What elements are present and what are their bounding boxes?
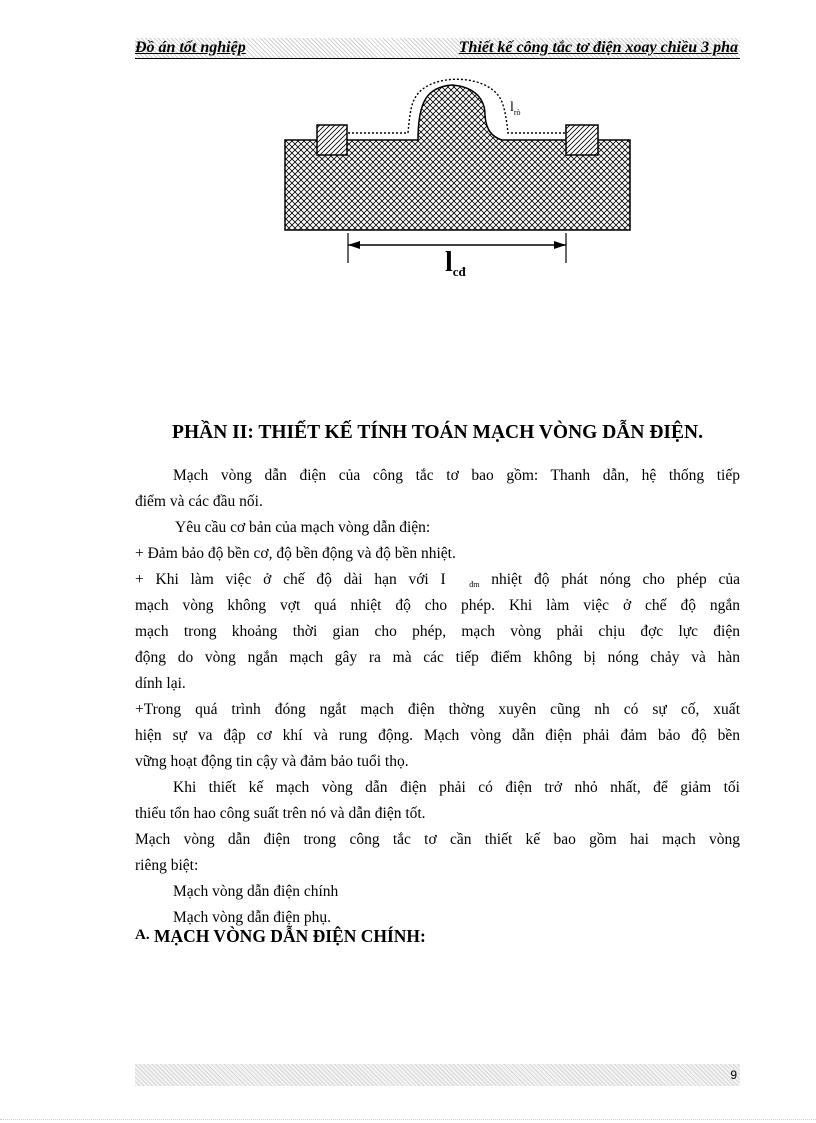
dimension-label: lcđ xyxy=(445,247,466,279)
left-terminal xyxy=(317,125,347,155)
leak-label: $l_{rò}$ xyxy=(510,100,521,117)
page-edge-divider xyxy=(0,1119,816,1120)
paragraph-line: Mạch vòng dẫn điện trong công tắc tơ cần thiết kế bao gồm hai mạch vòng xyxy=(135,831,740,848)
paragraph-line: + Đảm bảo độ bền cơ, độ bền động và độ bền nhiệt. xyxy=(135,545,456,562)
paragraph-line: Yêu cầu cơ bản của mạch vòng dẫn điện: xyxy=(175,519,431,536)
paragraph-line: động do vòng ngắn mạch gây ra mà các tiếp điểm không bị nóng chảy và hàn xyxy=(135,649,740,666)
section-heading: PHẦN II: THIẾT KẾ TÍNH TOÁN MẠCH VÒNG DẪN ĐIỆN. xyxy=(172,422,703,443)
paragraph-line: thiểu tổn hao công suất trên nó và dẫn điện tốt. xyxy=(135,805,426,822)
subsection-heading xyxy=(135,926,426,947)
paragraph-line: mạch trong khoảng thời gian cho phép, mạch vòng phải chịu đợc lực điện xyxy=(135,623,740,640)
page-footer xyxy=(135,1064,740,1086)
contact-diagram xyxy=(280,75,640,290)
contact-figure xyxy=(280,75,640,290)
paragraph-line: Mạch vòng dẫn điện phụ. xyxy=(173,909,331,926)
paragraph-line: điểm và các đầu nối. xyxy=(135,493,263,510)
header-left: Đồ án tốt nghiệp xyxy=(135,39,246,56)
body-text xyxy=(135,463,740,931)
paragraph-line: Mạch vòng dẫn điện chính xyxy=(173,883,339,900)
paragraph-line: hiện sự va đập cơ khí và rung động. Mạch vòng dẫn điện phải đảm bảo độ bền xyxy=(135,727,740,744)
page-header xyxy=(135,38,740,59)
paragraph-line: dính lại. xyxy=(135,675,186,692)
paragraph-line: Mạch vòng dẫn điện của công tắc tơ bao gồm: Thanh dẫn, hệ thống tiếp xyxy=(173,467,740,484)
paragraph-line: vững hoạt động tin cậy và đảm bảo tuổi thọ. xyxy=(135,753,409,770)
right-terminal xyxy=(566,125,598,155)
paragraph-line: +Trong quá trình đóng ngắt mạch điện thờng xuyên cũng nh có sự cố, xuất xyxy=(135,701,740,718)
contact-body xyxy=(285,85,630,230)
subsection-title: MẠCH VÒNG DẪN ĐIỆN CHÍNH: xyxy=(153,926,426,946)
paragraph-line: + Khi làm việc ở chế độ dài hạn với I $_{đm}$ nhiệt độ phát nóng cho phép của xyxy=(135,571,741,589)
paragraph-line: riêng biệt: xyxy=(135,857,199,874)
paragraph-line: mạch vòng không vợt quá nhiệt độ cho phép. Khi làm việc ở chế độ ngắn xyxy=(135,597,740,614)
header-right: Thiết kế công tắc tơ điện xoay chiều 3 pha xyxy=(458,39,738,56)
subsection-number: A. xyxy=(135,927,150,943)
page-number: 9 xyxy=(730,1068,737,1082)
paragraph-line: Khi thiết kế mạch vòng dẫn điện phải có điện trở nhỏ nhất, để giảm tối xyxy=(173,779,740,796)
